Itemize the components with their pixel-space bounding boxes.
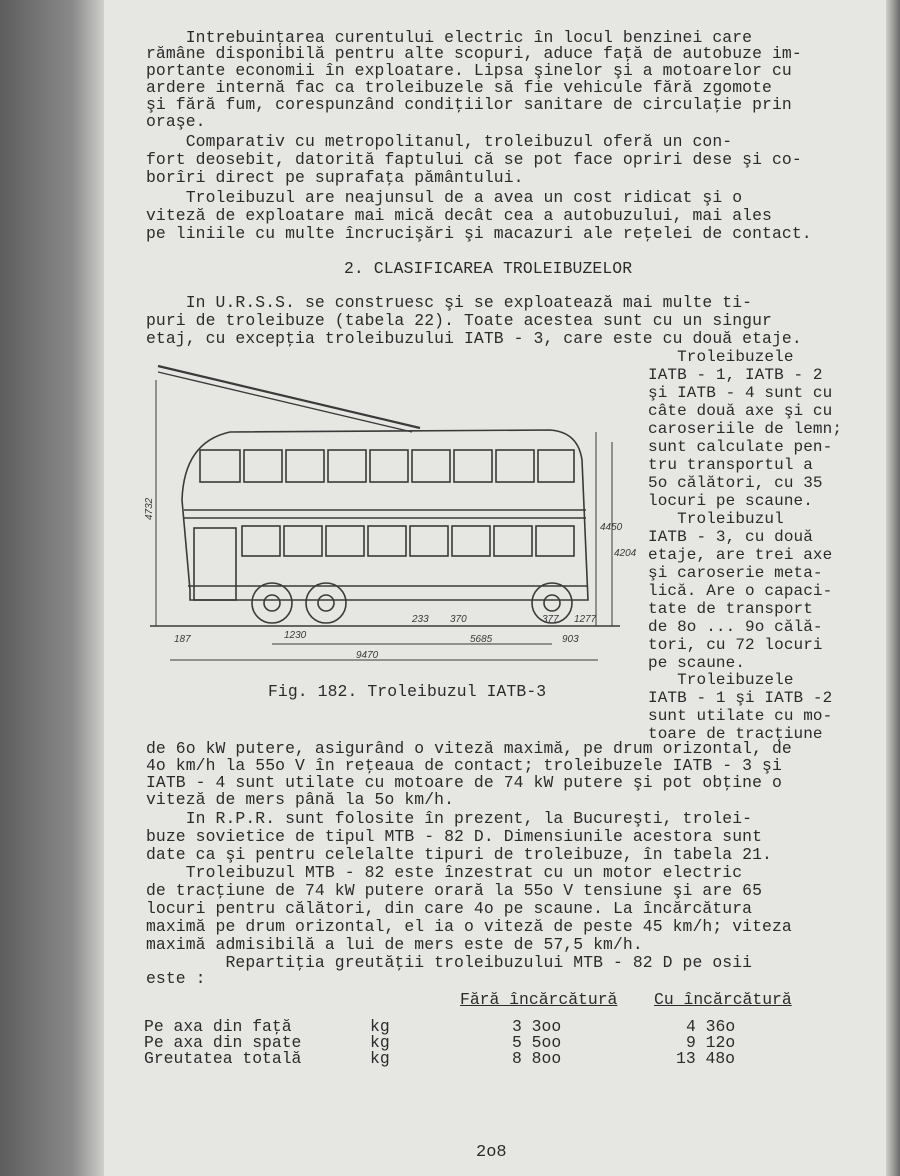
body-line: Troleibuzul MTB - 82 este înzestrat cu un motor electric [146,863,743,882]
dim-step-b: 370 [450,614,467,625]
side-line: şi caroserie meta- [648,564,823,582]
side-line: IATB - 3, cu două [648,528,813,546]
side-line: locuri pe scaune. [648,492,813,510]
body-line: viteză de exploatare mai mică decât cea a autobuzului, mai ales [146,206,772,225]
side-line: câte două axe şi cu [648,402,833,420]
side-line: toare de tracţiune [648,725,823,743]
body-line: viteză de mers până la 5o km/h. [146,790,455,809]
side-line: de 8o ... 9o călă- [648,618,823,636]
row-loaded: 4 36o [686,1017,736,1036]
trolley-pole [158,372,412,432]
body-line: rămâne disponibilă pentru alte scopuri, aduce faţă de autobuze im- [146,44,802,63]
body-line: buze sovietice de tipul MTB - 82 D. Dimensiunile acestora sunt [146,827,763,846]
book-binding-shadow [0,0,104,1176]
side-line: tate de transport [648,600,813,618]
body-line: portante economii în exploatare. Lipsa şinelor şi a motoarelor cu [146,61,792,80]
side-line: şi IATB - 4 sunt cu [648,384,833,402]
side-line: sunt calculate pen- [648,438,833,456]
dim-left-mark: 187 [174,634,191,645]
body-line: In U.R.S.S. se construesc şi se exploatează mai multe ti- [146,293,753,312]
row-empty: 3 3oo [512,1017,562,1036]
dim-step-a: 233 [412,614,429,625]
side-line: 5o călători, cu 35 [648,474,823,492]
page-edge-shadow [886,0,900,1176]
row-loaded: 9 12o [686,1033,736,1052]
lower-window-row [242,526,574,556]
body-line: 4o km/h la 55o V în reţeaua de contact; troleibuzele IATB - 3 şi [146,756,782,775]
dim-step-c: 377 [542,614,559,625]
rear-wheel-2-hub [318,595,334,611]
body-line: pe liniile cu multe încrucişări şi macazuri ale reţelei de contact. [146,224,812,243]
body-line: ardere internă fac ca troleibuzele să fie vehicule fără zgomote [146,78,772,97]
body-line: de tracţiune de 74 kW putere orară la 55o V tensiune şi are 65 [146,881,763,900]
upper-window-row [200,450,574,482]
body-line: este : [146,969,206,988]
row-label: Greutatea totală [144,1049,302,1068]
body-line: maximă pe drum orizontal, el ia o viteză de peste 45 km/h; viteza [146,917,792,936]
body-line: IATB - 4 sunt utilate cu motoare de 74 kW putere şi pot obţine o [146,773,782,792]
body-line: Comparativ cu metropolitanul, troleibuzul oferă un con- [146,132,733,151]
rear-wheel-1-hub [264,595,280,611]
door [194,528,236,600]
figure-caption: Fig. 182. Troleibuzul IATB-3 [268,682,547,701]
side-line: IATB - 1 şi IATB -2 [648,689,833,707]
body-line: In R.P.R. sunt folosite în prezent, la Bucureşti, trolei- [146,809,753,828]
side-line: tru transportul a [648,456,813,474]
dim-front-overhang: 1277 [574,614,597,625]
body-line: oraşe. [146,112,206,131]
dim-rear-overhang: 903 [562,634,579,645]
side-line: tori, cu 72 locuri [648,636,823,654]
row-label: Pe axa din faţă [144,1017,292,1036]
body-line: Troleibuzul are neajunsul de a avea un cost ridicat şi o [146,188,743,207]
side-line: caroseriile de lemn; [648,420,843,438]
body-line: etaj, cu excepţia troleibuzului IATB - 3, care este cu două etaje. [146,329,802,348]
body-line: date ca şi pentru celelalte tipuri de troleibuze, în tabela 21. [146,845,772,864]
body-line: fort deosebit, datorită faptului că se pot face opriri dese şi co- [146,150,802,169]
body-line: Intrebuinţarea curentului electric în locul benzinei care [146,28,753,47]
header-empty: Fără încărcătură [460,990,618,1009]
dim-height-body: 4450 [600,522,623,533]
row-unit: kg [370,1049,390,1068]
table-row [144,1033,844,1052]
dim-axle-spacing: 1230 [284,630,307,641]
row-label: Pe axa din spate [144,1033,302,1052]
trolley-pole [158,366,420,428]
rear-wheel-2 [306,583,346,623]
body-line: borîri direct pe suprafaţa pământului. [146,168,524,187]
side-line: IATB - 1, IATB - 2 [648,366,823,384]
dim-height-total: 4732 [144,497,155,520]
table-row [144,1017,844,1036]
body-line: locuri pentru călători, din care 4o pe scaune. La încărcătura [146,899,753,918]
header-loaded: Cu încărcătură [654,990,792,1009]
dim-wheelbase: 5685 [470,634,493,645]
row-unit: kg [370,1033,390,1052]
side-line: pe scaune. [648,654,746,672]
bus-body-outline [182,430,588,600]
row-empty: 5 5oo [512,1033,562,1052]
trolleybus-drawing [144,360,640,670]
table-row [144,1049,844,1068]
side-line: etaje, are trei axe [648,546,833,564]
side-line: lică. Are o capaci- [648,582,833,600]
side-line: sunt utilate cu mo- [648,707,833,725]
row-empty: 8 8oo [512,1049,562,1068]
body-line: maximă admisibilă a lui de mers este de 57,5 km/h. [146,935,643,954]
row-unit: kg [370,1017,390,1036]
front-wheel-hub [544,595,560,611]
section-heading: 2. CLASIFICAREA TROLEIBUZELOR [344,259,633,278]
side-line: Troleibuzele [648,671,794,689]
body-line: puri de troleibuze (tabela 22). Toate acestea sunt cu un singur [146,311,772,330]
body-line: şi fără fum, corespunzând condiţiilor sanitare de circulaţie prin [146,95,792,114]
body-line: de 6o kW putere, asigurând o viteză maximă, pe drum orizontal, de [146,739,792,758]
side-line: Troleibuzul [648,510,784,528]
rear-wheel-1 [252,583,292,623]
page-number: 2o8 [476,1143,507,1162]
body-line: Repartiţia greutăţii troleibuzului MTB - 82 D pe osii [146,953,753,972]
side-line: Troleibuzele [648,348,794,366]
dim-length-total: 9470 [356,650,379,661]
dim-height-right: 4204 [614,548,637,559]
row-loaded: 13 48o [676,1049,736,1068]
